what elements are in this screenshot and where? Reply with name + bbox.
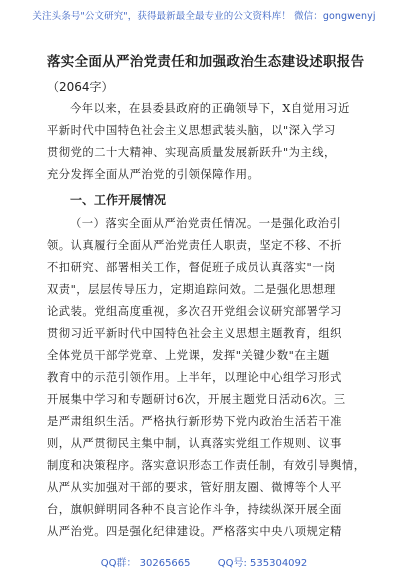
qq-group-text: QQ群： 30265665 bbox=[100, 558, 191, 569]
body-paragraph bbox=[47, 213, 367, 543]
qq-number-text: QQ号: 535304092 bbox=[217, 558, 308, 569]
paragraph-line: 今年以来，在县委县政府的正确领导下，X自觉用习近 bbox=[70, 102, 350, 115]
paragraph-line: 则，从严贯彻民主集中制，认真落实党组工作规则、议事 bbox=[47, 437, 342, 450]
paragraph-line: 贯彻党的二十大精神、实现高质量发展新跃升"为主线， bbox=[47, 146, 336, 159]
document-title: 落实全面从严治党责任和加强政治生态建设述职报告 bbox=[47, 54, 365, 70]
intro-paragraph bbox=[47, 98, 367, 186]
paragraph-line: 领。认真履行全面从严治党责任人职责，坚定不移、不折 bbox=[47, 239, 342, 252]
paragraph-line: 论武装。党组高度重视，多次召开党组会议研究部署学习 bbox=[47, 305, 342, 318]
paragraph-line: 台，旗帜鲜明同各种不良言论作斗争，持续纵深开展全面 bbox=[47, 503, 342, 516]
paragraph-line: 是严肃组织生活。严格执行新形势下党内政治生活若干准 bbox=[47, 415, 342, 428]
paragraph-line: 充分发挥全面从严治党的引领保障作用。 bbox=[47, 168, 260, 181]
paragraph-line: 教育中的示范引领作用。上半年，以理论中心组学习形式 bbox=[47, 371, 342, 384]
paragraph-line: 全体党员干部学党章、上党课，发挥"关键少数"在主题 bbox=[47, 349, 330, 362]
paragraph-line: （一）落实全面从严治党责任情况。一是强化政治引 bbox=[70, 217, 342, 230]
footer-contact bbox=[0, 554, 408, 569]
paragraph-line: 平新时代中国特色社会主义思想武装头脑，以"深入学习 bbox=[47, 124, 336, 137]
paragraph-line: 从严从实加强对干部的要求，管好朋友圈、微博等个人平 bbox=[47, 481, 342, 494]
paragraph-line: 从严治党。四是强化纪律建设。严格落实中央八项规定精 bbox=[47, 525, 342, 538]
header-banner: 关注头条号"公文研究"，获得最新最全最专业的公文资料库！ 微信：gongwenyj bbox=[32, 11, 376, 22]
document-page bbox=[47, 52, 367, 543]
paragraph-line: 不扣研究、部署相关工作，督促班子成员认真落实"一岗 bbox=[47, 261, 336, 274]
paragraph-line: 双责"，层层传导压力，定期追踪问效。二是强化思想理 bbox=[47, 283, 336, 296]
paragraph-line: 制度和决策程序。落实意识形态工作责任制，有效引导舆情， bbox=[47, 459, 366, 472]
paragraph-line: 开展集中学习和专题研讨6次，开展主题党日活动6次。三 bbox=[47, 393, 346, 406]
section-heading: 一、工作开展情况 bbox=[70, 193, 167, 207]
word-count: （2064字） bbox=[47, 80, 114, 94]
paragraph-line: 贯彻习近平新时代中国特色社会主义思想主题教育，组织 bbox=[47, 327, 342, 340]
